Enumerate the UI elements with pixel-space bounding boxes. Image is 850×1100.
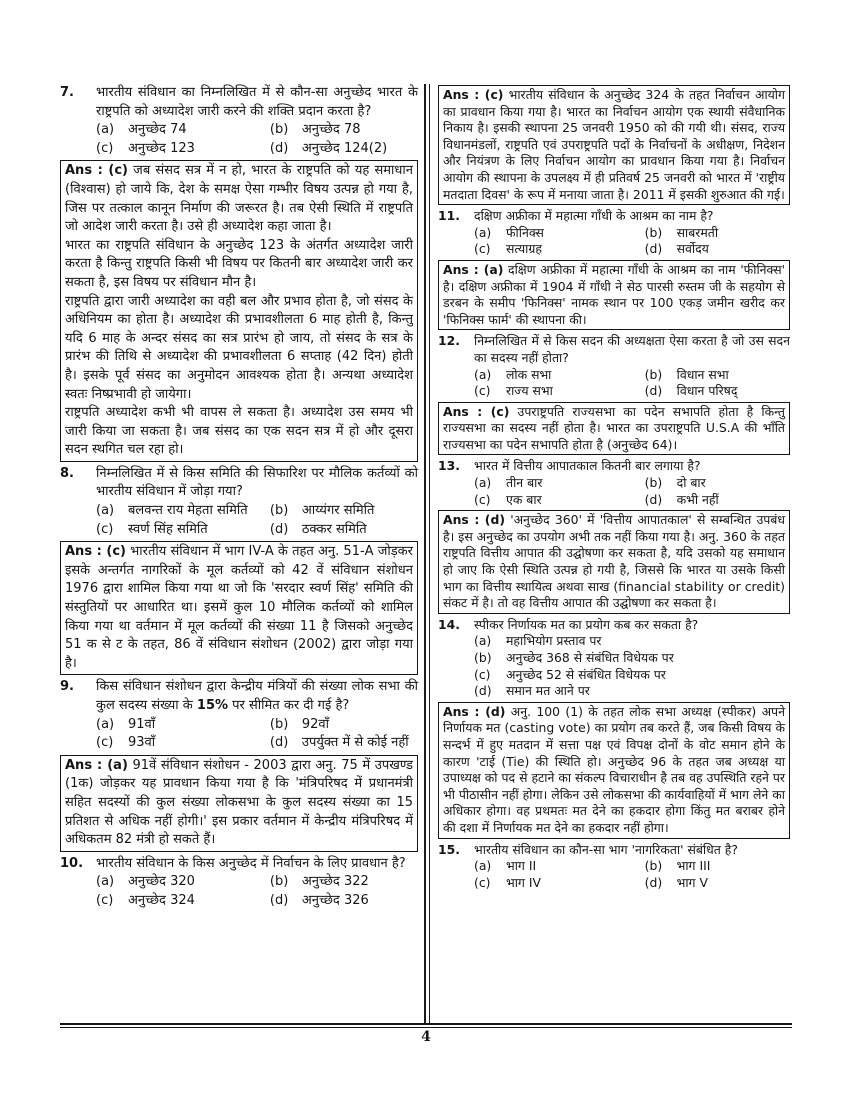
option-c: (c) 93वाँ <box>96 735 156 751</box>
answer-box-10 <box>438 85 790 205</box>
answer-paragraph: भारत का राष्ट्रपति संविधान के अनुच्छेद 123 के अंतर्गत अध्यादेश जारी करता है किन्तु राष्ट्रपति किसी भी विषय पर कितनी बार अध्यादेश जारी कर सकता है, इस विषय पर संविधान मौन है। <box>65 237 413 290</box>
answer-box-13 <box>438 510 790 614</box>
option-b: (b) अनुच्छेद 78 <box>269 122 361 138</box>
question-text: स्पीकर निर्णायक मत का प्रयोग कब कर सकता है? <box>474 616 699 632</box>
options <box>96 502 418 539</box>
option-a: (a) महाभियोग प्रस्ताव पर <box>474 633 602 649</box>
option-d: (d) अनुच्छेद 124(2) <box>269 140 388 156</box>
answer-paragraph: Ans : (c) जब संसद सत्र में न हो, भारत के राष्ट्रपति को यह समाधान (विश्वास) हो जाये कि, देश के समक्ष ऐसा गम्भीर विषय उत्पन्न हो गया है, जिस पर तत्काल कानून निर्माण की जरूरत है। तब ऐसी स्थिति में राष्ट्रपति जो आदेश जारी करता है। उसे ही अध्यादेश कहा जाता है। <box>65 163 413 235</box>
question-text: दक्षिण अफ्रीका में महात्मा गाँधी के आश्रम का नाम है? <box>474 208 714 224</box>
left-column <box>60 84 423 1024</box>
option-c: (c) स्वर्ण सिंह समिति <box>96 521 208 537</box>
answer-paragraph: Ans : (c) उपराष्ट्रपति राज्यसभा का पदेन सभापति होता है किन्तु राज्यसभा का सदस्य नहीं होता है। भारत का उपराष्ट्रपति U.S.A की भाँति राज्यसभा का पदेन सभापति होता है (अनुच्छेद 64)। <box>443 403 785 452</box>
answer-box-12 <box>438 402 790 456</box>
answer-label: Ans : (a) <box>443 261 504 277</box>
option-c: (c) अनुच्छेद 123 <box>96 140 195 156</box>
question-8 <box>60 465 418 539</box>
answer-label: Ans : (c) <box>65 544 126 560</box>
option-c: (c) भाग IV <box>474 874 541 890</box>
option-d: (d) ठक्कर समिति <box>269 521 367 537</box>
option-a: (a) बलवन्त राय मेहता समिति <box>96 503 248 519</box>
question-number: 14. <box>438 616 460 632</box>
question-12 <box>438 333 790 399</box>
question-number: 8. <box>60 465 74 481</box>
option-c: (c) एक बार <box>474 491 542 507</box>
options <box>474 225 790 258</box>
answer-box-11 <box>438 260 790 330</box>
answer-paragraph: Ans : (d) अनु. 100 (1) के तहत लोक सभा अध्यक्ष (स्पीकर) अपने निर्णायक मत (casting vote) का प्रयोग तब करते हैं, जब किसी विषय के सन्दर्भ में हुए मतदान में सत्ता पक्ष एवं विपक्ष दोनों के वोट समान होने के कारण 'टाई (Tie) की स्थिति हो। अनुच्छेद 96 के तहत जब अध्यक्ष या उपाध्यक्ष को पद से हटाने का संकल्प विचाराधीन है तब वह उपस्थिति रहने पर भी पीठासीन नहीं होगा। लेकिन उसे लोकसभा की कार्यवाहियों में भाग लेने का अधिकार होगा। वह प्रथमतः मत देने का हकदार होगा किंतु मत बराबर होने की दशा में निर्णायक मत देने का हकदार नहीं होगा। <box>443 703 785 835</box>
question-number: 9. <box>60 679 74 695</box>
question-text: भारतीय संविधान के किस अनुच्छेद में निर्वाचन के लिए प्रावधान है? <box>96 855 406 871</box>
options <box>474 858 790 891</box>
option-d: (d) विधान परिषद् <box>644 383 738 399</box>
option-a: (a) फीनिक्स <box>474 224 544 240</box>
question-text: निम्नलिखित में से किस समिति की सिफारिश पर मौलिक कर्तव्यों को भारतीय संविधान में जोड़ा गया? <box>96 465 418 500</box>
option-b: (b) दो बार <box>644 475 706 491</box>
question-number: 7. <box>60 85 74 100</box>
answer-label: Ans : (a) <box>65 757 128 773</box>
options <box>474 475 790 508</box>
option-b: (b) आय्यंगर समिति <box>269 503 375 519</box>
right-column <box>431 84 790 1024</box>
answer-box-9 <box>60 755 418 852</box>
question-text: किस संविधान संशोधन द्वारा केन्द्रीय मंत्रियों की संख्या लोक सभा की कुल सदस्य संख्या के 15% पर सीमित कर दी गई है? <box>96 679 418 713</box>
option-b: (b) अनुच्छेद 368 से संबंधित विधेयक पर <box>474 650 674 665</box>
question-7 <box>60 84 418 158</box>
answer-box-7 <box>60 160 418 462</box>
answer-label: Ans : (c) <box>65 163 128 179</box>
option-c: (c) अनुच्छेद 324 <box>96 892 195 908</box>
question-number: 10. <box>60 855 84 871</box>
option-a: (a) अनुच्छेद 320 <box>96 874 195 890</box>
answer-paragraph: Ans : (d) 'अनुच्छेद 360' में 'वित्तीय आपातकाल' से सम्बन्धित उपबंध है। इस अनुच्छेद का उपयोग अभी तक नहीं किया गया है। अनु. 360 के तहत राष्ट्रपति वित्तीय आपात की उद्घोषणा कर सकता है, यदि उसको यह समाधान हो जाए कि ऐसी स्थिति उत्पन्न हो गयी है, जिससे कि भारत या उसके किसी भाग का वित्तीय स्थायित्व अथवा साख (financial stability or credit) संकट में है। तो वह वित्तीय आपात की उद्घोषणा कर सकता है। <box>443 512 785 611</box>
option-d: (d) उपर्युक्त में से कोई नहीं <box>269 735 409 751</box>
answer-label: Ans : (c) <box>443 87 504 102</box>
answer-paragraph: Ans : (a) दक्षिण अफ्रीका में महात्मा गाँधी के आश्रम का नाम 'फीनिक्स' है। दक्षिण अफ्रीका में 1904 में गाँधी ने सेठ पारसी रुस्तम जी के सहयोग से डरबन के समीप 'फिनिक्स' नामक स्थान पर 100 एकड़ जमीन खरीद कर 'फिनिक्स फार्म' की स्थापना की। <box>443 261 785 327</box>
options <box>474 633 790 699</box>
question-number: 13. <box>438 458 460 474</box>
option-b: (b) 92वाँ <box>269 716 330 732</box>
option-a: (a) भाग II <box>474 858 537 874</box>
question-13 <box>438 458 790 508</box>
option-b: (b) विधान सभा <box>644 366 729 382</box>
option-d: (d) भाग V <box>644 874 708 890</box>
question-number: 11. <box>438 208 460 224</box>
answer-box-14 <box>438 702 790 839</box>
answer-label: Ans : (d) <box>443 703 506 719</box>
option-d: (d) समान मत आने पर <box>474 683 590 699</box>
question-10 <box>60 855 418 911</box>
question-text: निम्नलिखित में से किस सदन की अध्यक्षता ऐसा करता है जो उस सदन का सदस्य नहीं होता? <box>474 333 790 365</box>
option-a: (a) 91वाँ <box>96 716 156 732</box>
question-number: 12. <box>438 333 460 349</box>
question-text: भारत में वित्तीय आपातकाल कितनी बार लगाया है? <box>474 458 701 474</box>
answer-paragraph: Ans : (c) भारतीय संविधान में भाग IV-A के तहत अनु. 51-A जोड़कर इसके अन्तर्गत नागरिकों के मूल कर्तव्यों को 42 वें संविधान संशोधन 1976 द्वारा शामिल किया गया था जो कि 'सरदार स्वर्ण सिंह' समिति की संस्तुतियों पर आधारित था। इसमें कुल 10 मौलिक कर्तव्यों को शामिल किया गया था वर्तमान में मूल कर्तव्यों की संख्या 11 है जिसको अनुच्छेद 51 क से ट के तहत, 86 वें संविधान संशोधन (2002) द्वारा जोड़ा गया है। <box>65 544 413 671</box>
options <box>96 121 418 158</box>
option-b: (b) साबरमती <box>644 224 719 240</box>
options <box>96 873 418 910</box>
option-d: (d) कभी नहीं <box>644 491 719 507</box>
answer-paragraph: Ans : (a) 91वें संविधान संशोधन - 2003 द्वारा अनु. 75 में उपखण्ड (1क) जोड़कर यह प्रावधान किया गया है कि 'मंत्रिपरिषद में प्रधानमंत्री सहित सदस्यों की कुल संख्या लोकसभा के कुल सदस्य संख्या का 15 प्रतिशत से अधिक नहीं होगी।' इस प्रकार वर्तमान में केन्द्रीय मंत्रिपरिषद में अधिकतम 82 मंत्री हो सकते हैं। <box>65 757 414 848</box>
option-c: (c) सत्याग्रह <box>474 241 542 257</box>
question-11 <box>438 208 790 258</box>
option-a: (a) अनुच्छेद 74 <box>96 122 187 138</box>
option-c: (c) राज्य सभा <box>474 383 553 399</box>
answer-label: Ans : (d) <box>443 512 506 528</box>
answer-paragraph: Ans : (c) भारतीय संविधान के अनुच्छेद 324 के तहत निर्वाचन आयोग का प्रावधान किया गया है। भारत का निर्वाचन आयोग एक स्थायी संवैधानिक निकाय है। इसकी स्थापना 25 जनवरी 1950 को की गयी थी। संसद, राज्य विधानमंडलों, राष्ट्रपति एवं उपराष्ट्रपति पदों के निर्वाचनों के अधीक्षण, निदेशन और नियंत्रण के लिए निर्वाचन आयोग का प्रावधान किया गया है। निर्वाचन आयोग की स्थापना के उपलक्ष्य में ही प्रतिवर्ष 25 जनवरी को भारत में 'राष्ट्रीय मतदाता दिवस' के रूप में मनाया जाता है। 2011 में इसकी शुरुआत की गई। <box>443 87 785 202</box>
options <box>474 367 790 400</box>
option-a: (a) तीन बार <box>474 475 543 491</box>
options <box>96 716 418 753</box>
question-text: भारतीय संविधान का कौन-सा भाग 'नागरिकता' संबंधित है? <box>474 841 738 857</box>
question-15 <box>438 842 790 892</box>
question-text: भारतीय संविधान का निम्नलिखित में से कौन-सा अनुच्छेद भारत के राष्ट्रपति को अध्यादेश जारी करने की शक्ति प्रदान करता है? <box>96 85 418 119</box>
option-d: (d) सर्वोदय <box>644 241 709 257</box>
page-content <box>60 84 792 1024</box>
footer-rule <box>60 1023 792 1028</box>
option-c: (c) अनुच्छेद 52 से संबंधित विधेयक पर <box>474 666 666 682</box>
question-number: 15. <box>438 841 460 857</box>
option-b: (b) भाग III <box>644 858 711 874</box>
column-divider <box>424 84 430 1024</box>
answer-box-8 <box>60 541 418 675</box>
bold-percентage: 15% <box>196 698 229 713</box>
answer-paragraph: राष्ट्रपति द्वारा जारी अध्यादेश का वही बल और प्रभाव होता है, जो संसद के अधिनियम का होता है। अध्यादेश की प्रभावशीलता 6 माह होती है, किन्तु यदि 6 माह के अन्दर संसद का सत्र प्रारंभ हो जाय, तो संसद के सत्र के प्रारंभ की तिथि से अध्यादेश की प्रभावशीलता 6 सप्ताह (42 दिन) होती है। इसके पूर्व संसद का अनुमोदन आवश्यक होता है। अन्यथा अध्यादेश स्वतः निष्प्रभावी हो जायेगा। <box>65 293 413 402</box>
page-number: 4 <box>421 1029 431 1045</box>
option-d: (d) अनुच्छेद 326 <box>269 892 369 908</box>
option-a: (a) लोक सभा <box>474 366 552 382</box>
question-14 <box>438 617 790 700</box>
answer-paragraph: राष्ट्रपति अध्यादेश कभी भी वापस ले सकता है। अध्यादेश उस समय भी जारी किया जा सकता है। जब संसद का एक सदन सत्र में हो और दूसरा सदन स्थगित चल रहा हो। <box>65 405 413 458</box>
option-b: (b) अनुच्छेद 322 <box>269 874 369 890</box>
question-9 <box>60 678 418 752</box>
answer-label: Ans : (c) <box>443 403 510 419</box>
